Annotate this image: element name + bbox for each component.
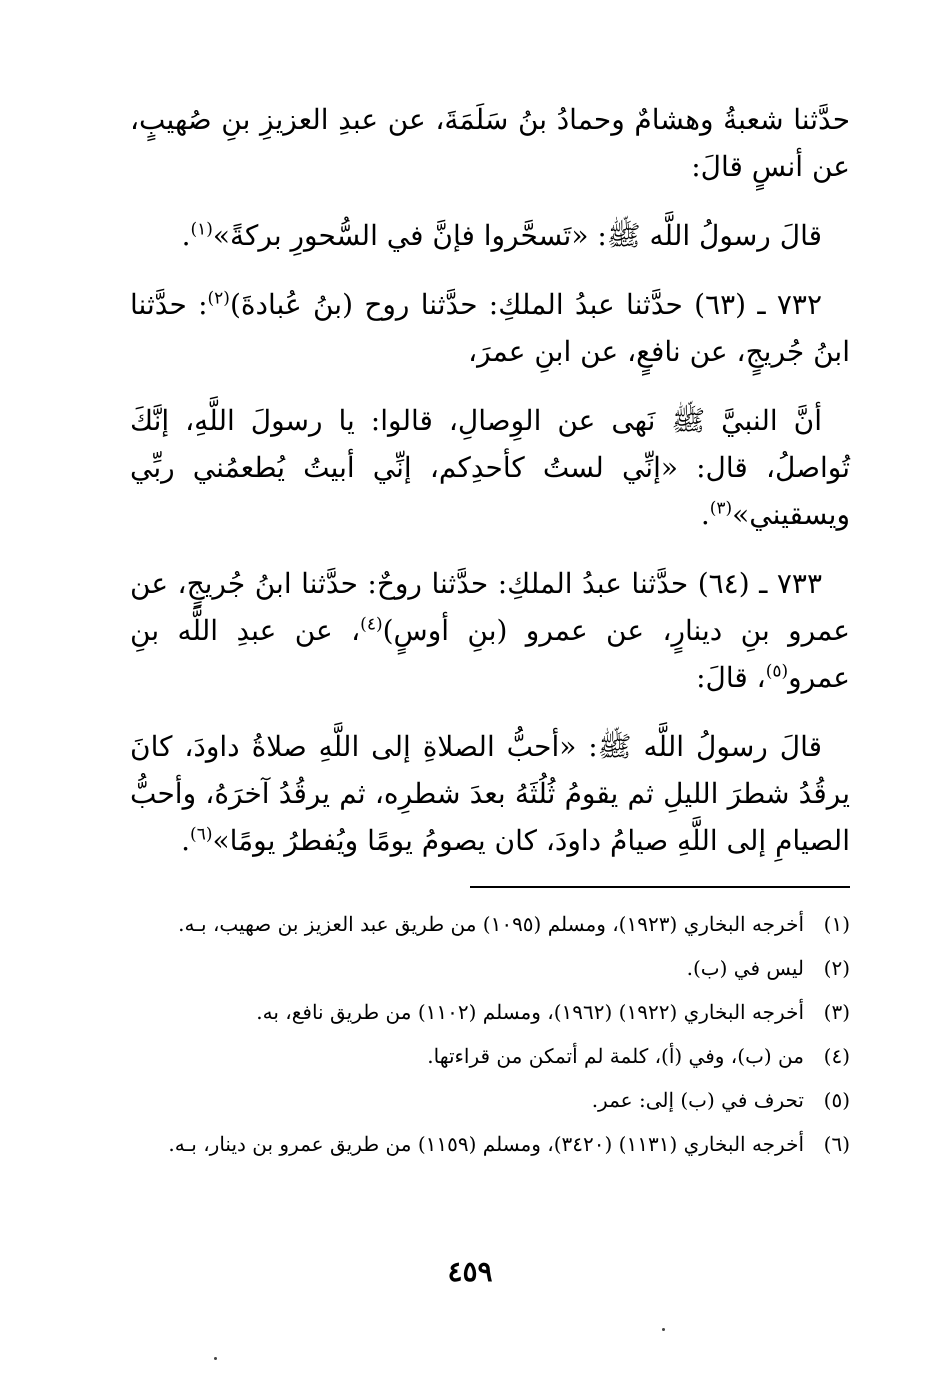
footnote-number: (٣)	[823, 1000, 850, 1024]
footnote-divider	[470, 886, 850, 888]
footnote-marker[interactable]: (١)	[190, 219, 213, 240]
footnote-text: أخرجه البخاري (١١٣١) (٣٤٢٠)، ومسلم (١١٥٩) من طريق عمرو بن دينار، بـه.	[168, 1132, 804, 1156]
footnote-item	[130, 990, 850, 1034]
paragraph-text: ٧٣٣ ـ (٦٤) حدَّثنا عبدُ الملكِ: حدَّثنا روحٌ: حدَّثنا ابنُ جُريجٍ، عن عمرو بنِ دينارٍ، عن عمرو (بنِ أوسٍ)	[130, 567, 851, 647]
paragraph-tail: .	[181, 219, 191, 252]
paragraph-isnad-732	[130, 281, 850, 375]
footnote-number: (٦)	[823, 1132, 850, 1156]
paragraph-text: قالَ رسولُ اللَّه ﷺ: «تَسحَّروا فإنَّ في السُّحورِ بركةً»	[212, 219, 822, 252]
footnote-item	[130, 1122, 850, 1166]
footnote-text: من (ب)، وفي (أ)، كلمة لم أتمكن من قراءتها.	[427, 1044, 804, 1068]
scan-speck	[662, 1328, 665, 1331]
footnote-item	[130, 902, 850, 946]
footnote-item	[130, 946, 850, 990]
paragraph-text: أنَّ النبيَّ ﷺ نَهى عن الوِصالِ، قالوا: يا رسولَ اللَّهِ، إنَّكَ تُواصلُ، قال: «إنِّي لستُ كأحدِكم، إنِّي أبيتُ يُطعمُني ربِّي ويسقيني»	[130, 404, 850, 531]
paragraph-hadith-wisal	[130, 397, 850, 538]
footnote-marker[interactable]: (٦)	[190, 824, 213, 845]
paragraph-text: ٧٣٢ ـ (٦٣) حدَّثنا عبدُ الملكِ: حدَّثنا روح (بنُ عُبادةَ)	[229, 288, 822, 321]
footnote-marker[interactable]: (٣)	[709, 498, 733, 519]
paragraph-tail: ، قالَ:	[696, 661, 766, 694]
paragraph-isnad-733	[130, 560, 850, 701]
paragraph-isnad-1	[130, 96, 850, 190]
footnote-text: أخرجه البخاري (١٩٢٢) (١٩٦٢)، ومسلم (١١٠٢) من طريق نافع، به.	[256, 1000, 804, 1024]
page-content	[130, 96, 850, 1166]
footnote-item	[130, 1034, 850, 1078]
footnote-marker[interactable]: (٢)	[207, 288, 230, 309]
footnote-marker[interactable]: (٥)	[765, 661, 789, 682]
footnote-number: (٤)	[823, 1044, 850, 1068]
paragraph-text: قالَ رسولُ اللَّه ﷺ: «أحبُّ الصلاةِ إلى اللَّهِ صلاةُ داودَ، كانَ يرقُدُ شطرَ الليلِ ثم يقومُ ثُلُثَهُ بعدَ شطرِه، ثم يرقُدُ آخرَهُ، وأحبُّ الصيامِ إلى اللَّهِ صيامُ داودَ، كان يصومُ يومًا ويُفطرُ يومًا»	[130, 730, 850, 857]
paragraph-tail: : حدَّثنا ابنُ جُريجٍ، عن نافعٍ، عن ابنِ عمرَ،	[130, 288, 850, 368]
footnote-text: ليس في (ب).	[686, 956, 804, 980]
paragraph-hadith-dawud	[130, 723, 850, 864]
scan-speck	[214, 1357, 217, 1360]
paragraph-mid: ، عن عبدِ اللَّه بنِ عمرو	[130, 614, 850, 694]
footnote-item	[130, 1078, 850, 1122]
footnote-text: تحرف في (ب) إلى: عمر.	[591, 1088, 804, 1112]
footnote-marker[interactable]: (٤)	[360, 614, 383, 635]
footnote-number: (٢)	[823, 956, 850, 980]
footnote-number: (٥)	[823, 1088, 850, 1112]
footnotes-section	[130, 902, 850, 1166]
page-number: ٤٥٩	[447, 1255, 493, 1288]
paragraph-tail: .	[700, 498, 710, 531]
footnote-number: (١)	[823, 912, 850, 936]
paragraph-hadith-suhur	[130, 212, 850, 259]
footnote-text: أخرجه البخاري (١٩٢٣)، ومسلم (١٠٩٥) من طريق عبد العزيز بن صهيب، بـه.	[178, 912, 804, 936]
paragraph-text: حدَّثنا شعبةُ وهشامٌ وحمادُ بنُ سَلَمَةَ، عن عبدِ العزيزِ بنِ صُهيبٍ، عن أنسٍ قالَ:	[130, 103, 850, 183]
paragraph-tail: .	[181, 824, 191, 857]
